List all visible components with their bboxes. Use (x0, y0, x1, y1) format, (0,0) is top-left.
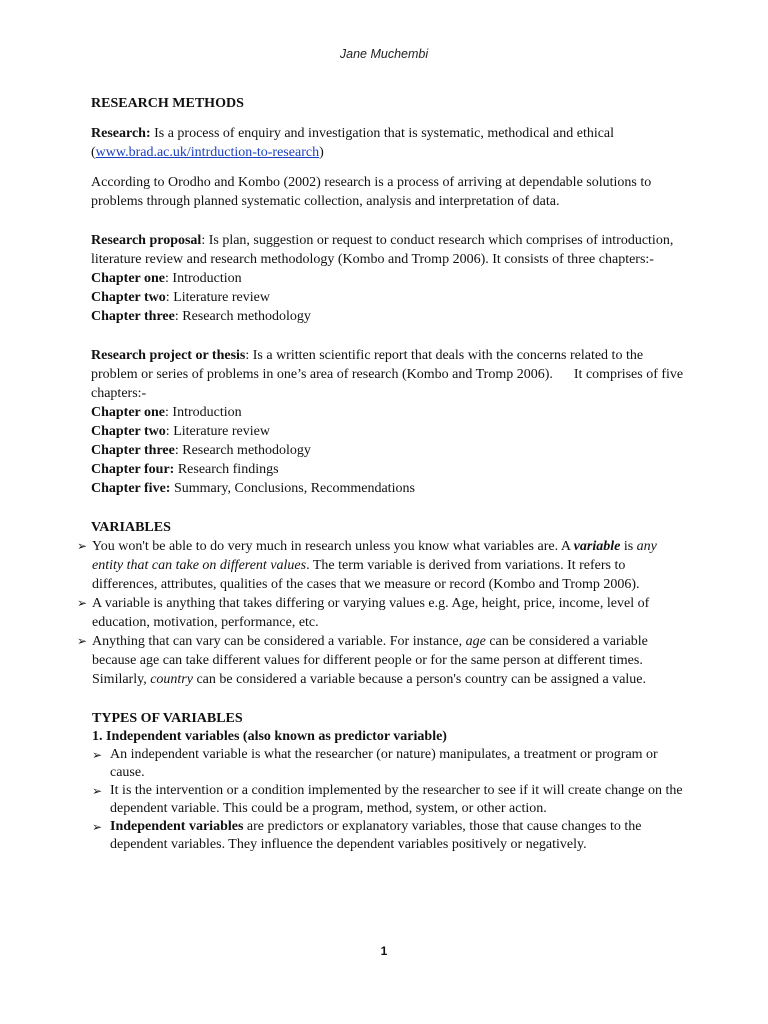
arrow-bullet-icon: ➢ (77, 634, 88, 648)
orodho-paragraph: According to Orodho and Kombo (2002) research is a process of arriving at dependable solutions to problems through planned systematic collection, analysis and interpretation of data. (91, 175, 652, 209)
list-item: ➢ You won't be able to do very much in research unless you know what variables are. A variable is any entity that can take on different values. The term variable is derived from variations. It refers to differences, attributes, qualities of the cases that we measure or record (Kombo and Tromp 2006). (77, 539, 657, 592)
document-body (77, 94, 691, 854)
list-item: ➢ Independent variables are predictors or explanatory variables, those that cause changes to the dependent variables. They influence the dependent variables positively or negatively. (92, 819, 642, 852)
proposal-term: Research proposal (91, 233, 202, 248)
research-definition-text: Is a process of enquiry and investigation that is systematic, methodical and ethical ( (91, 126, 615, 160)
thesis-chapter: Chapter two: Literature review (91, 424, 270, 439)
types-section (92, 709, 691, 854)
research-close-paren: ) (319, 145, 324, 160)
thesis-chapter: Chapter five: Summary, Conclusions, Recommendations (91, 481, 415, 496)
thesis-chapter: Chapter four: Research findings (91, 462, 279, 477)
thesis-chapter-list (91, 403, 691, 498)
list-item: ➢ Anything that can vary can be considered a variable. For instance, age can be considered a variable because age can take different values for different people or for the same person at different times. Similarly, country can be considered a variable because a person's country can be assigned a value. (77, 634, 648, 687)
variables-heading: VARIABLES (91, 520, 171, 535)
variables-list (77, 537, 691, 689)
research-link[interactable]: www.brad.ac.uk/intrduction-to-research (95, 145, 320, 160)
proposal-chapter: Chapter two: Literature review (91, 290, 270, 305)
thesis-paragraph (91, 346, 691, 403)
arrow-bullet-icon: ➢ (77, 539, 88, 553)
page-header-author: Jane Muchembi (339, 47, 429, 61)
list-item: ➢ It is the intervention or a condition implemented by the researcher to see if it will create change on the dependent variable. This could be a program, method, system, or other action. (92, 783, 683, 816)
arrow-bullet-icon: ➢ (92, 748, 103, 762)
thesis-text: : Is a written scientific report that deals with the concerns related to the problem or series of problems in one’s area of research (Kombo and Tromp 2006). It comprises of five chapters:- (91, 348, 687, 401)
types-heading: TYPES OF VARIABLES (92, 711, 243, 726)
list-item: ➢ An independent variable is what the researcher (or nature) manipulates, a treatment or program or cause. (92, 747, 658, 780)
types-subheading: 1. Independent variables (also known as predictor variable) (92, 729, 447, 744)
arrow-bullet-icon: ➢ (92, 820, 103, 834)
thesis-chapter: Chapter one: Introduction (91, 405, 242, 420)
page-number: 1 (380, 944, 388, 958)
proposal-chapter: Chapter one: Introduction (91, 271, 242, 286)
types-list (92, 746, 691, 854)
proposal-text: : Is plan, suggestion or request to conduct research which comprises of introduction, literature review and research methodology (Kombo and Tromp 2006). It consists of three chapters:- (91, 233, 674, 267)
arrow-bullet-icon: ➢ (92, 784, 103, 798)
research-term: Research: (91, 126, 151, 141)
proposal-chapter-list (91, 269, 691, 326)
list-item: ➢ A variable is anything that takes differing or varying values e.g. Age, height, price, income, level of education, motivation, performance, etc. (77, 596, 650, 630)
thesis-chapter: Chapter three: Research methodology (91, 443, 311, 458)
proposal-chapter: Chapter three: Research methodology (91, 309, 311, 324)
document-title: RESEARCH METHODS (91, 96, 244, 111)
proposal-paragraph (91, 231, 691, 269)
arrow-bullet-icon: ➢ (77, 596, 88, 610)
research-definition (91, 124, 691, 162)
thesis-term: Research project or thesis (91, 348, 246, 363)
